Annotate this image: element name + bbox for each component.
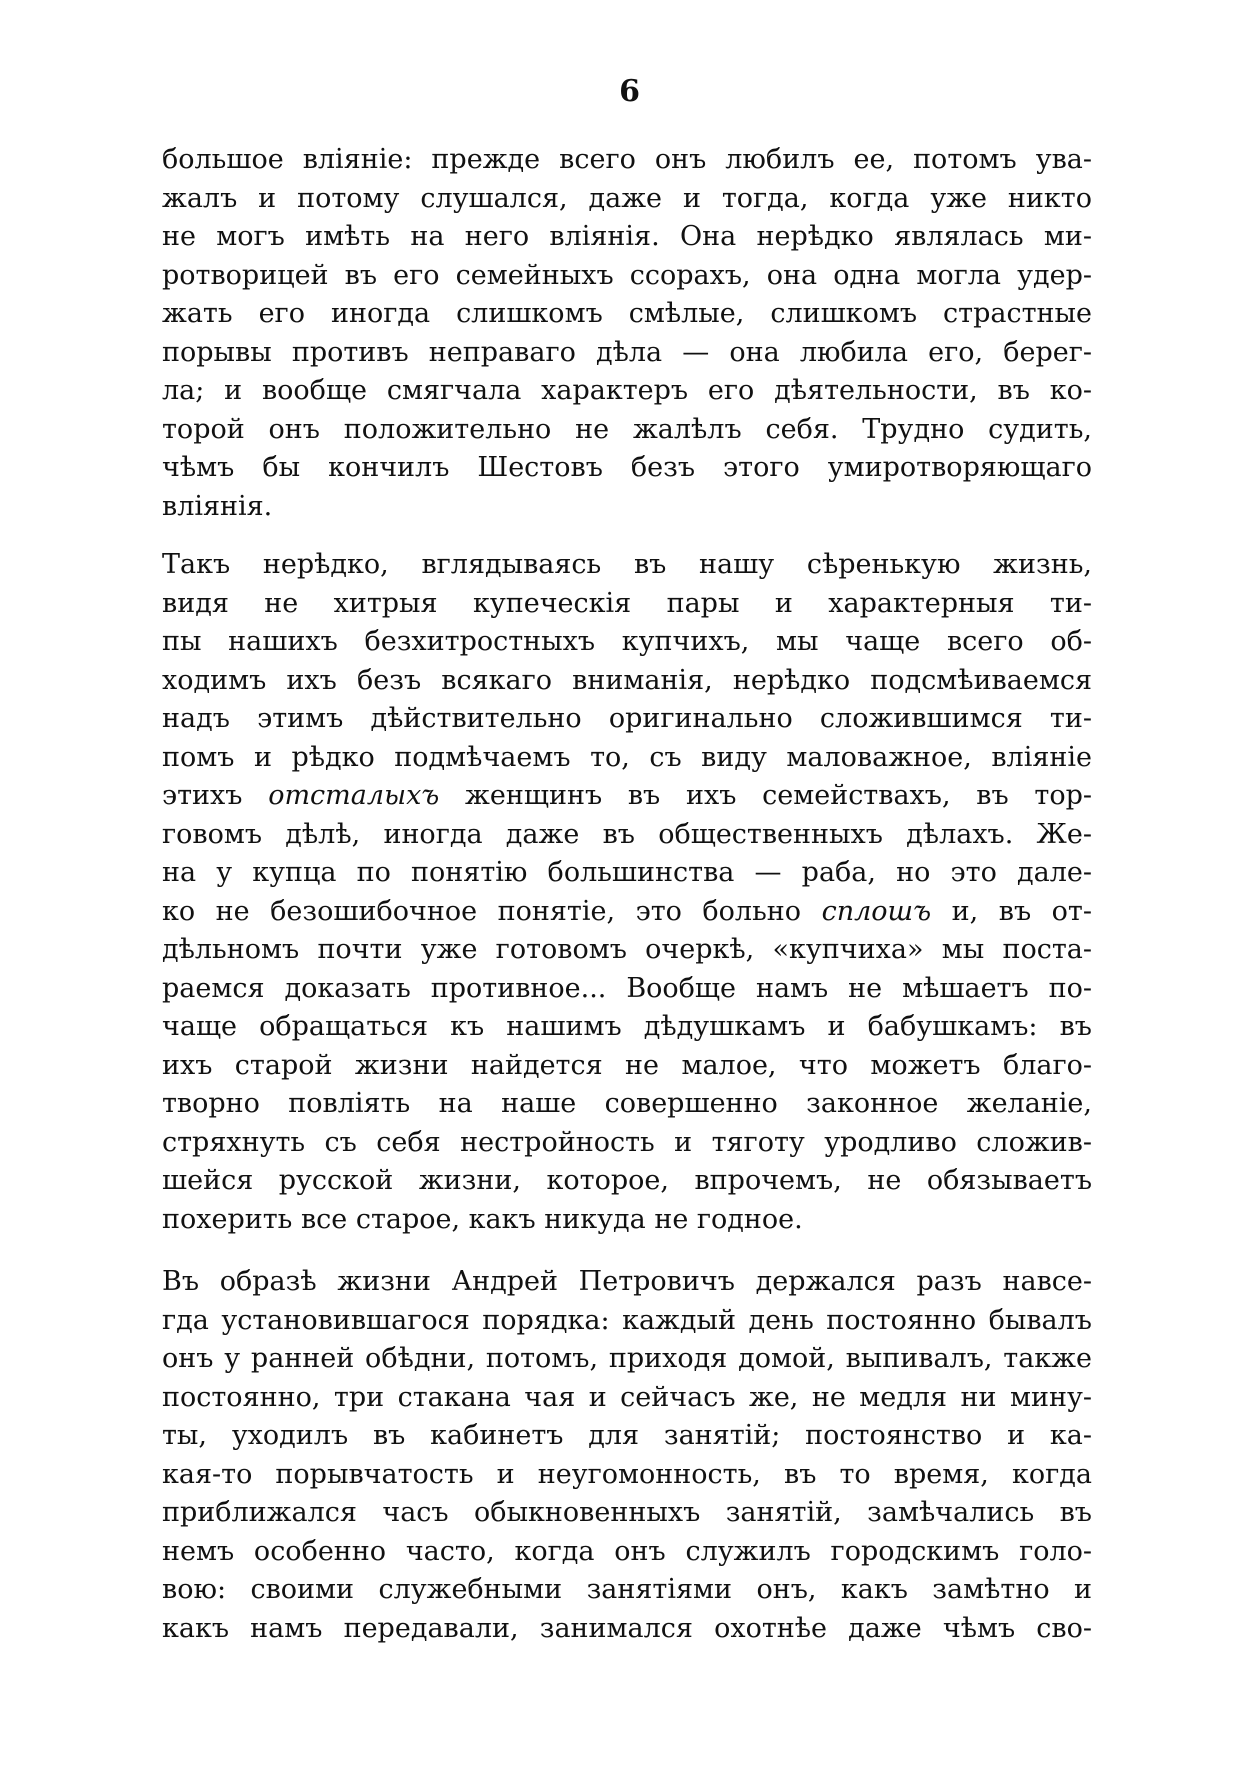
page-number: 6 — [619, 74, 640, 109]
text-line: шейся русской жизни, которое, впрочемъ, не обязываетъ — [162, 1165, 1092, 1196]
text-line: кая-то порывчатость и неугомонность, въ то время, когда — [162, 1458, 1092, 1490]
text-segment: ко не безошибочное понятiе, это больно — [162, 895, 822, 927]
paragraph-3 — [162, 1263, 1092, 1648]
text-line: чѣмъ бы кончилъ Шестовъ безъ этого умиротворяющаго — [162, 452, 1092, 483]
text-line: раемся доказать противное... Вообще намъ не мѣшаетъ по- — [162, 972, 1092, 1004]
text-line: торой онъ положительно не жалѣлъ себя. Трудно судить, — [162, 413, 1092, 445]
text-line: жалъ и потому слушался, даже и тогда, когда уже никто — [162, 182, 1092, 214]
text-line: на у купца по понятiю большинства — раба, но это дале- — [162, 857, 1092, 888]
text-line: говомъ дѣлѣ, иногда даже въ общественныхъ дѣлахъ. Же- — [162, 818, 1092, 850]
text-line: немъ особенно часто, когда онъ служилъ городскимъ голо- — [162, 1535, 1092, 1567]
text-line — [162, 893, 1092, 932]
text-line: постоянно, три стакана чая и сейчасъ же, не медля ни мину- — [162, 1381, 1092, 1413]
text-line: стряхнуть съ себя нестройность и тяготу уродливо сложив- — [162, 1126, 1092, 1158]
text-segment: женщинъ въ ихъ семействахъ, въ тор- — [439, 780, 1092, 811]
text-line: какъ намъ передавали, занимался охотнѣе даже чѣмъ сво- — [162, 1612, 1092, 1644]
text-line: ходимъ ихъ безъ всякаго вниманiя, нерѣдко подсмѣиваемся — [162, 664, 1092, 696]
italic-text: сплошъ — [821, 895, 932, 927]
paragraph-2 — [162, 546, 1092, 1239]
text-line: большое влiянiе: прежде всего онъ любилъ ее, потомъ ува- — [162, 144, 1092, 175]
text-line: приближался часъ обыкновенныхъ занятiй, замѣчались въ — [162, 1497, 1092, 1528]
text-line: Въ образѣ жизни Андрей Петровичъ держался разъ навсе- — [162, 1266, 1092, 1297]
text-line: чаще обращаться къ нашимъ дѣдушкамъ и бабушкамъ: въ — [162, 1011, 1092, 1042]
text-line: влiянiя. — [162, 490, 273, 522]
text-line: надъ этимъ дѣйствительно оригинально сложившимся ти- — [162, 703, 1092, 734]
text-line: творно повлiять на наше совершенно законное желанiе, — [162, 1088, 1092, 1119]
text-line: помъ и рѣдко подмѣчаемъ то, съ виду маловажное, влiянiе — [162, 741, 1092, 773]
text-line: вою: своими служебными занятiями онъ, какъ замѣтно и — [162, 1574, 1092, 1605]
paragraph-1 — [162, 141, 1092, 526]
text-line: ротворицей въ его семейныхъ ссорахъ, она одна могла удер- — [162, 259, 1092, 291]
text-line — [162, 777, 1092, 816]
text-line: Такъ нерѣдко, вглядываясь въ нашу сѣренькую жизнь, — [162, 549, 1092, 580]
text-line: онъ у ранней обѣдни, потомъ, приходя домой, выпивалъ, также — [162, 1343, 1092, 1374]
text-line: пы нашихъ безхитростныхъ купчихъ, мы чаще всего об- — [162, 626, 1092, 657]
text-line: ты, уходилъ въ кабинетъ для занятiй; постоянство и ка- — [162, 1420, 1092, 1451]
text-line: жать его иногда слишкомъ смѣлые, слишкомъ страстные — [162, 298, 1092, 329]
italic-text: отсталыхъ — [268, 780, 440, 811]
text-line: похерить все старое, какъ никуда не годное. — [162, 1203, 803, 1235]
text-segment: этихъ — [162, 780, 269, 811]
text-segment: и, въ от- — [931, 895, 1092, 927]
text-line: порывы противъ неправаго дѣла — она любила его, берег- — [162, 336, 1092, 368]
text-line: дѣльномъ почти уже готовомъ очеркѣ, «купчиха» мы поста- — [162, 934, 1092, 965]
text-line: гда установившагося порядка: каждый день постоянно бывалъ — [162, 1304, 1092, 1336]
text-line: видя не хитрыя купеческiя пары и характерныя ти- — [162, 587, 1092, 619]
text-line: ихъ старой жизни найдется не малое, что можетъ благо- — [162, 1049, 1092, 1081]
text-line: ла; и вообще смягчала характеръ его дѣятельности, въ ко- — [162, 375, 1092, 406]
text-line: не могъ имѣть на него влiянiя. Она нерѣдко являлась ми- — [162, 221, 1092, 252]
